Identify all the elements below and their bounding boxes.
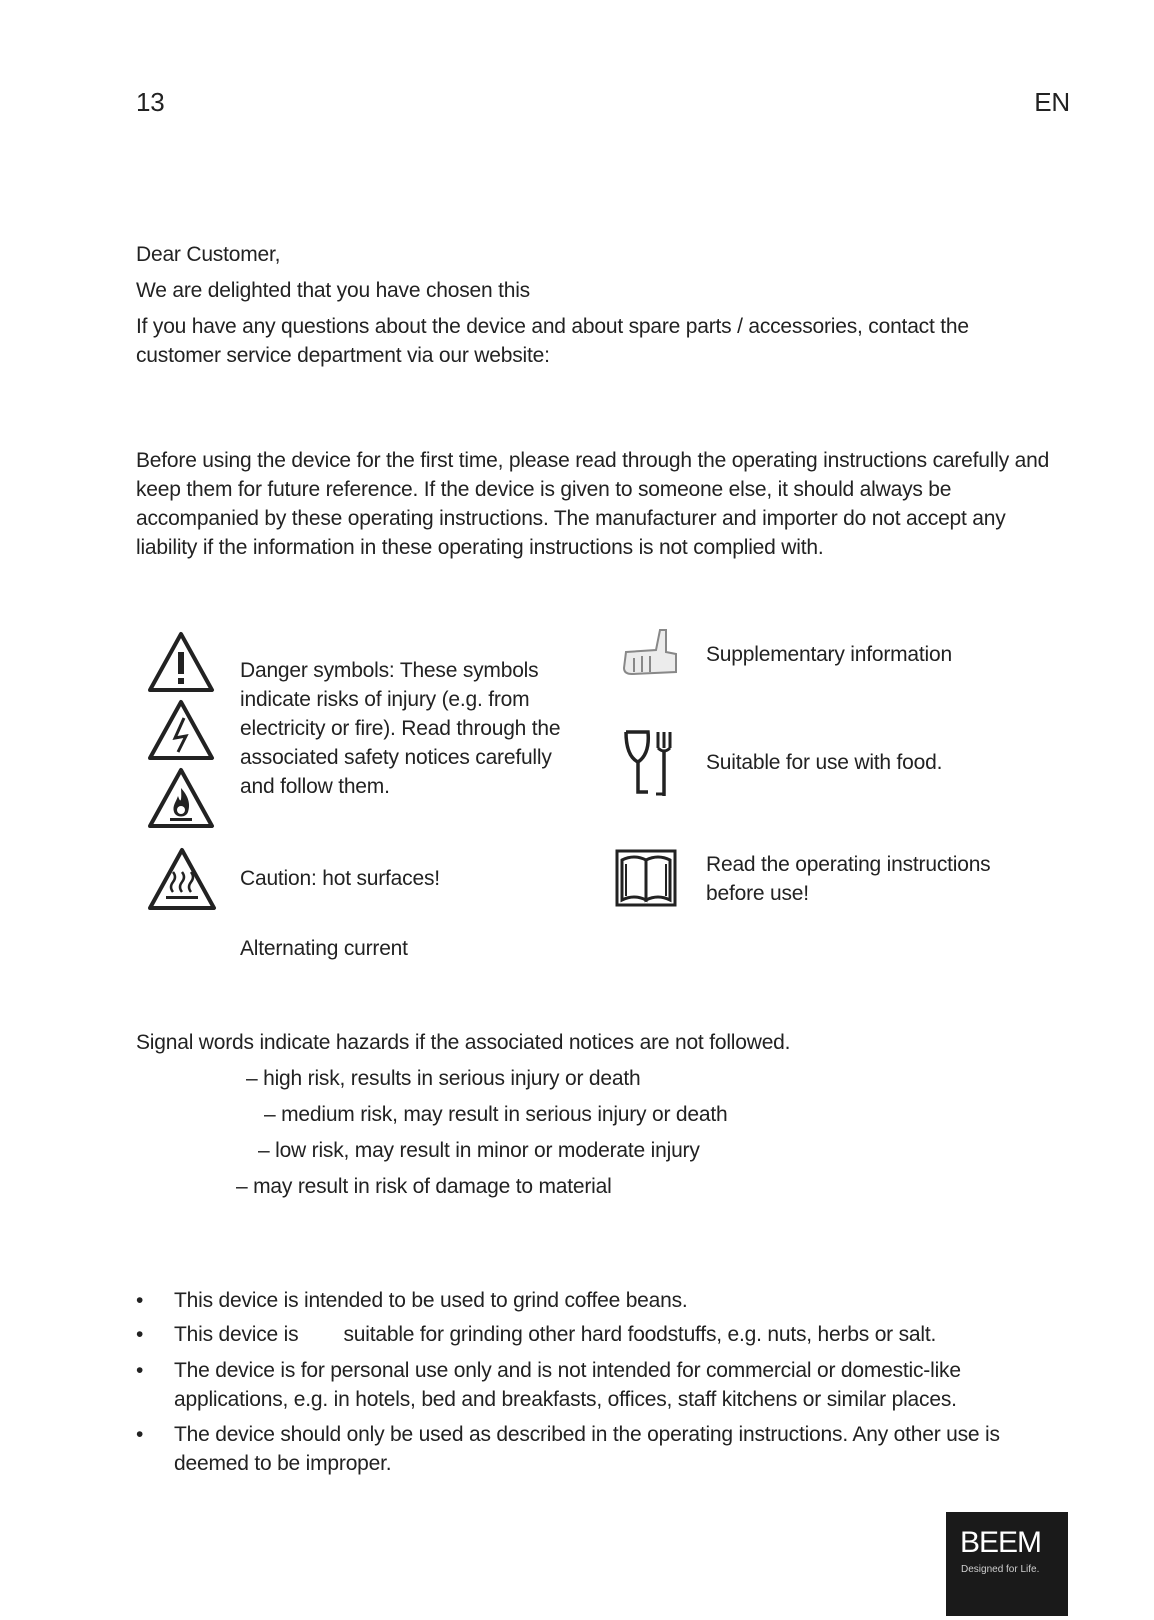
bullet-marker: • xyxy=(136,1289,144,1312)
language-code: EN xyxy=(1034,87,1070,117)
intended-use-item: The device should only be used as described in the operating instructions. Any other use is deemed to be improper. xyxy=(174,1423,1000,1475)
warning-triangle-icon xyxy=(146,630,216,694)
hot-surface-text: Caution: hot surfaces! xyxy=(240,867,440,890)
logo-tagline: Designed for Life. xyxy=(961,1564,1040,1575)
supplementary-info-text: Supplementary information xyxy=(706,643,952,666)
bullet-marker: • xyxy=(136,1323,144,1346)
beem-logo xyxy=(946,1512,1068,1616)
intended-use-item: This device is suitable for grinding other hard foodstuffs, e.g. nuts, herbs or salt. xyxy=(174,1323,937,1346)
manual-book-icon xyxy=(614,848,678,908)
bullet-marker: • xyxy=(136,1359,144,1382)
signal-word-caution: – low risk, may result in minor or moderate injury xyxy=(258,1139,700,1162)
logo-brand: BEEM xyxy=(960,1526,1042,1559)
signal-word-notice: – may result in risk of damage to material xyxy=(236,1175,612,1198)
fire-warning-icon xyxy=(146,766,216,830)
danger-symbols-text: Danger symbols: These symbols indicate risks of injury (e.g. from electricity or fire). Read through the associated safety notices carefully and follow them. xyxy=(240,659,561,798)
pointing-hand-icon xyxy=(620,628,682,678)
food-safe-text: Suitable for use with food. xyxy=(706,751,943,774)
bullet-marker: • xyxy=(136,1423,144,1446)
alternating-current-text: Alternating current xyxy=(240,937,408,960)
signal-word-warning: – medium risk, may result in serious injury or death xyxy=(264,1103,728,1126)
signal-word-danger: – high risk, results in serious injury or death xyxy=(246,1067,641,1090)
food-safe-icon xyxy=(620,728,676,800)
hot-surface-icon xyxy=(146,846,218,912)
intended-use-item: This device is intended to be used to grind coffee beans. xyxy=(174,1289,688,1312)
page-number: 13 xyxy=(136,87,165,117)
intro-line: We are delighted that you have chosen this xyxy=(136,279,530,302)
greeting: Dear Customer, xyxy=(136,243,281,266)
read-manual-text: Read the operating instructions before use! xyxy=(706,853,991,905)
electricity-warning-icon xyxy=(146,698,216,762)
intro-contact-text: If you have any questions about the device and about spare parts / accessories, contact the customer service department via our website: xyxy=(136,315,969,367)
signal-words-intro: Signal words indicate hazards if the associated notices are not followed. xyxy=(136,1031,791,1054)
notice-paragraph: Before using the device for the first time, please read through the operating instructions carefully and keep them for future reference. If the device is given to someone else, it should always be accompanied by these operating instructions. The manufacturer and importer do not accept any liability if the information in these operating instructions is not complied with. xyxy=(136,449,1050,559)
intended-use-item: The device is for personal use only and is not intended for commercial or domestic-like applications, e.g. in hotels, bed and breakfasts, offices, staff kitchens or similar places. xyxy=(174,1359,961,1411)
